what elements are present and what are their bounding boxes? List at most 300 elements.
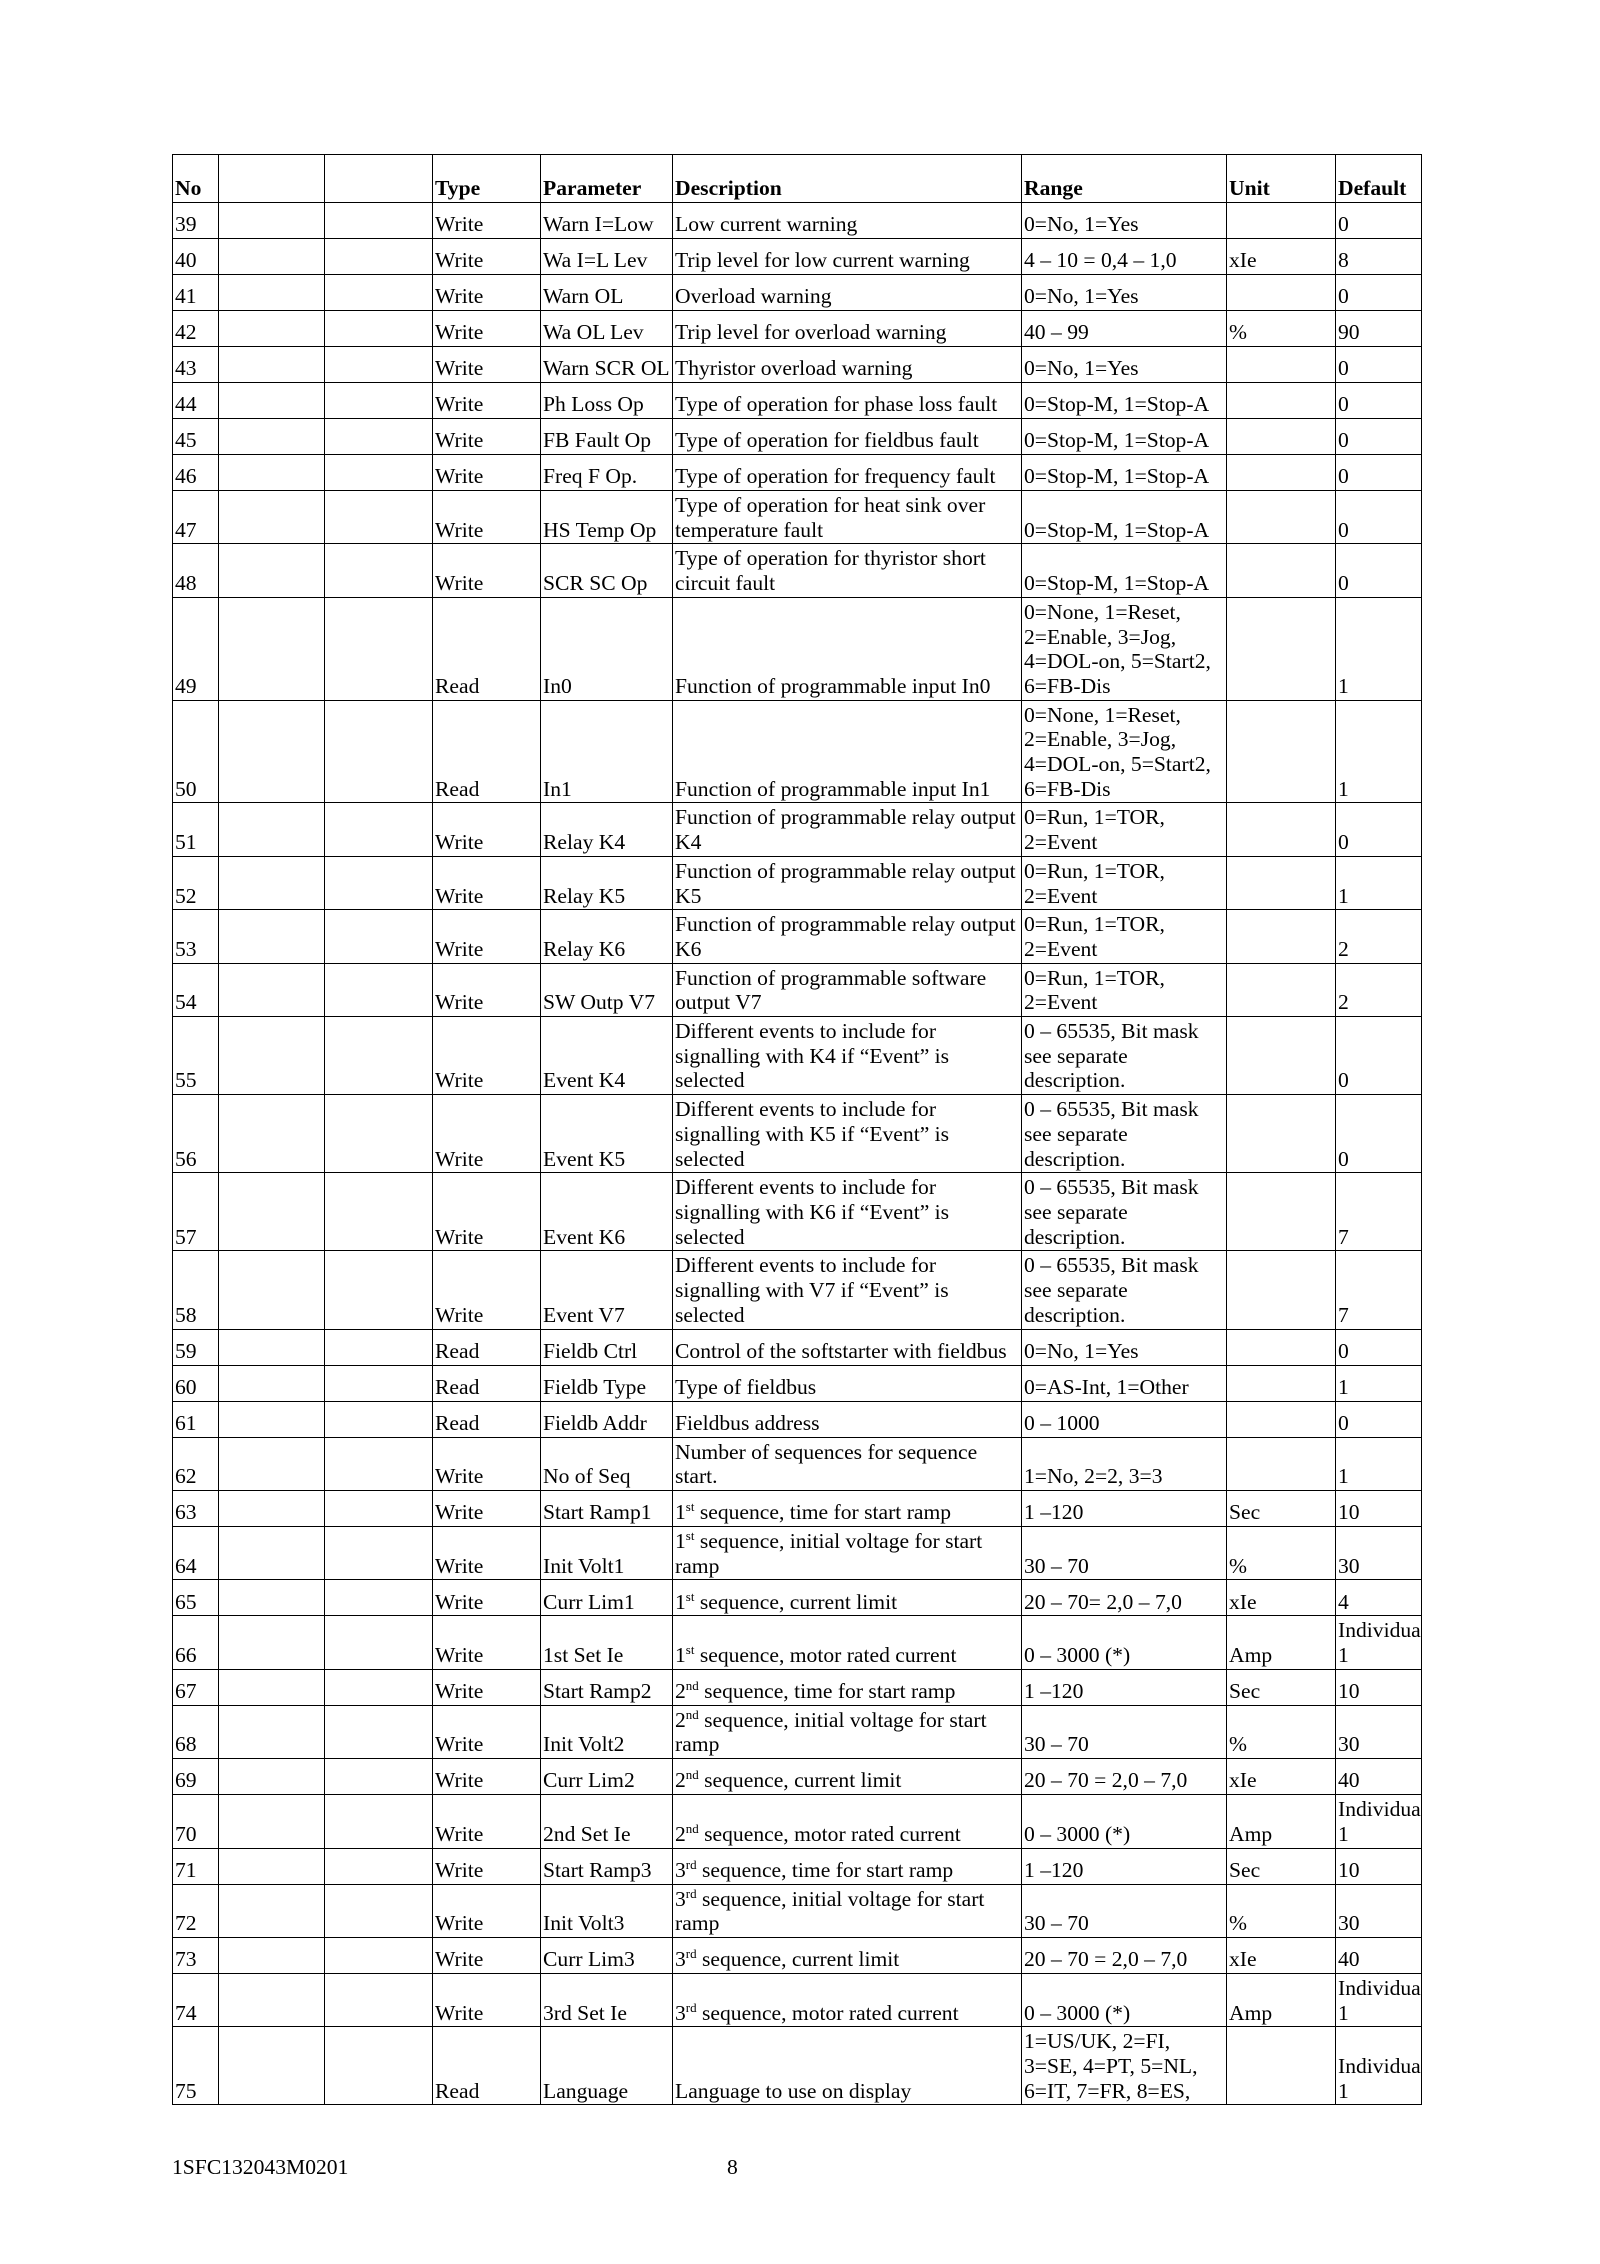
cell-default: 0: [1336, 491, 1422, 544]
cell-description: Different events to include for signalling with V7 if “Event” is selected: [673, 1251, 1022, 1329]
cell-range: 20 – 70 = 2,0 – 7,0: [1022, 1937, 1227, 1973]
table-row: [173, 491, 1422, 544]
cell-no: 61: [173, 1401, 219, 1437]
cell-range: 1=No, 2=2, 3=3: [1022, 1437, 1227, 1490]
cell-parameter: In1: [541, 700, 673, 803]
cell-blank: [325, 856, 433, 909]
description-text: sequence, initial voltage for start ramp: [675, 1707, 987, 1757]
cell-blank: [219, 203, 325, 239]
footer-page-number: 8: [727, 2155, 738, 2179]
cell-type: Write: [433, 1251, 541, 1329]
cell-blank: [325, 1526, 433, 1579]
cell-no: 75: [173, 2027, 219, 2105]
cell-parameter: Event K6: [541, 1173, 673, 1251]
cell-description: Function of programmable input In1: [673, 700, 1022, 803]
cell-unit: [1227, 455, 1336, 491]
cell-blank: [219, 1526, 325, 1579]
cell-no: 55: [173, 1017, 219, 1095]
cell-default: 10: [1336, 1848, 1422, 1884]
cell-blank: [325, 347, 433, 383]
ordinal-suffix: st: [685, 1588, 695, 1604]
cell-parameter: Curr Lim1: [541, 1580, 673, 1616]
cell-description: Trip level for low current warning: [673, 239, 1022, 275]
table-row: [173, 419, 1422, 455]
table-row: [173, 1884, 1422, 1937]
cell-range: 0=Run, 1=TOR, 2=Event: [1022, 803, 1227, 856]
cell-parameter: Start Ramp3: [541, 1848, 673, 1884]
cell-default: 10: [1336, 1669, 1422, 1705]
cell-range: 0 – 65535, Bit mask see separate description.: [1022, 1251, 1227, 1329]
cell-default: Individua 1: [1336, 1616, 1422, 1669]
cell-unit: [1227, 856, 1336, 909]
cell-no: 45: [173, 419, 219, 455]
cell-blank: [219, 1616, 325, 1669]
cell-default: 1: [1336, 597, 1422, 700]
sequence-number: 2: [675, 1821, 686, 1846]
cell-type: Write: [433, 1884, 541, 1937]
cell-parameter: No of Seq: [541, 1437, 673, 1490]
cell-blank: [219, 700, 325, 803]
cell-type: Read: [433, 597, 541, 700]
cell-type: Read: [433, 2027, 541, 2105]
cell-default: 8: [1336, 239, 1422, 275]
cell-no: 47: [173, 491, 219, 544]
cell-default: 1: [1336, 700, 1422, 803]
cell-parameter: Fieldb Ctrl: [541, 1329, 673, 1365]
cell-range: 0=Stop-M, 1=Stop-A: [1022, 383, 1227, 419]
header-default: Default: [1336, 155, 1422, 203]
cell-unit: Sec: [1227, 1490, 1336, 1526]
cell-unit: xIe: [1227, 1759, 1336, 1795]
cell-no: 42: [173, 311, 219, 347]
cell-blank: [325, 1937, 433, 1973]
table-row: [173, 383, 1422, 419]
table-row: [173, 1616, 1422, 1669]
cell-default: 0: [1336, 419, 1422, 455]
sequence-number: 3: [675, 2000, 686, 2025]
sequence-number: 1: [675, 1500, 686, 1525]
cell-range: 0=Run, 1=TOR, 2=Event: [1022, 856, 1227, 909]
cell-no: 39: [173, 203, 219, 239]
cell-blank: [325, 1490, 433, 1526]
description-text: sequence, time for start ramp: [694, 1500, 952, 1525]
cell-type: Write: [433, 1937, 541, 1973]
table-body: [173, 203, 1422, 2105]
cell-description: Function of programmable relay output K4: [673, 803, 1022, 856]
cell-blank: [325, 419, 433, 455]
cell-default: 0: [1336, 1329, 1422, 1365]
cell-blank: [325, 1705, 433, 1758]
cell-unit: [1227, 597, 1336, 700]
cell-blank: [325, 1365, 433, 1401]
cell-default: 0: [1336, 1401, 1422, 1437]
table-row: [173, 1526, 1422, 1579]
table-row: [173, 910, 1422, 963]
cell-description: [673, 1616, 1022, 1669]
cell-unit: [1227, 700, 1336, 803]
cell-default: 0: [1336, 803, 1422, 856]
table-row: [173, 1365, 1422, 1401]
ordinal-suffix: rd: [685, 1857, 697, 1873]
description-text: sequence, time for start ramp: [696, 1857, 954, 1882]
cell-no: 51: [173, 803, 219, 856]
cell-default: 2: [1336, 963, 1422, 1016]
cell-default: 0: [1336, 1017, 1422, 1095]
parameter-table: [172, 154, 1422, 2105]
table-row: [173, 1795, 1422, 1848]
cell-default: 40: [1336, 1937, 1422, 1973]
cell-unit: [1227, 1401, 1336, 1437]
cell-unit: Sec: [1227, 1848, 1336, 1884]
cell-parameter: HS Temp Op: [541, 491, 673, 544]
cell-parameter: Wa OL Lev: [541, 311, 673, 347]
cell-blank: [219, 1795, 325, 1848]
cell-type: Write: [433, 1759, 541, 1795]
cell-unit: [1227, 910, 1336, 963]
cell-no: 44: [173, 383, 219, 419]
cell-unit: Sec: [1227, 1669, 1336, 1705]
cell-blank: [325, 2027, 433, 2105]
ordinal-suffix: rd: [685, 1946, 697, 1962]
cell-type: Write: [433, 856, 541, 909]
cell-blank: [325, 1580, 433, 1616]
cell-default: 2: [1336, 910, 1422, 963]
cell-unit: [1227, 1095, 1336, 1173]
description-text: sequence, motor rated current: [696, 2000, 959, 2025]
table-row: [173, 1848, 1422, 1884]
cell-type: Write: [433, 1669, 541, 1705]
cell-type: Write: [433, 1848, 541, 1884]
ordinal-suffix: st: [685, 1528, 695, 1544]
cell-no: 56: [173, 1095, 219, 1173]
cell-unit: [1227, 1017, 1336, 1095]
cell-range: 30 – 70: [1022, 1705, 1227, 1758]
cell-default: 30: [1336, 1705, 1422, 1758]
cell-description: Trip level for overload warning: [673, 311, 1022, 347]
cell-no: 57: [173, 1173, 219, 1251]
table-row: [173, 1937, 1422, 1973]
table-row: [173, 1251, 1422, 1329]
cell-blank: [325, 1173, 433, 1251]
cell-description: Different events to include for signalling with K6 if “Event” is selected: [673, 1173, 1022, 1251]
cell-parameter: Init Volt1: [541, 1526, 673, 1579]
cell-type: Write: [433, 419, 541, 455]
cell-blank: [219, 1669, 325, 1705]
cell-parameter: Curr Lim3: [541, 1937, 673, 1973]
cell-no: 74: [173, 1973, 219, 2026]
cell-description: [673, 1526, 1022, 1579]
cell-range: 0=Stop-M, 1=Stop-A: [1022, 419, 1227, 455]
sequence-number: 2: [675, 1679, 686, 1704]
cell-blank: [219, 2027, 325, 2105]
cell-description: Type of operation for heat sink over temperature fault: [673, 491, 1022, 544]
table-row: [173, 1017, 1422, 1095]
cell-range: 30 – 70: [1022, 1884, 1227, 1937]
cell-description: [673, 1973, 1022, 2026]
cell-description: Low current warning: [673, 203, 1022, 239]
cell-default: 1: [1336, 1437, 1422, 1490]
cell-description: [673, 1937, 1022, 1973]
cell-range: 0 – 3000 (*): [1022, 1795, 1227, 1848]
header-parameter: Parameter: [541, 155, 673, 203]
cell-blank: [325, 275, 433, 311]
cell-blank: [325, 311, 433, 347]
cell-type: Write: [433, 1437, 541, 1490]
cell-default: 0: [1336, 203, 1422, 239]
cell-blank: [219, 1017, 325, 1095]
cell-range: 1=US/UK, 2=FI, 3=SE, 4=PT, 5=NL, 6=IT, 7=FR, 8=ES,: [1022, 2027, 1227, 2105]
cell-description: Language to use on display: [673, 2027, 1022, 2105]
header-unit: Unit: [1227, 155, 1336, 203]
cell-blank: [325, 1884, 433, 1937]
cell-no: 54: [173, 963, 219, 1016]
cell-default: 0: [1336, 544, 1422, 597]
cell-parameter: Warn OL: [541, 275, 673, 311]
table-row: [173, 1490, 1422, 1526]
cell-unit: %: [1227, 1526, 1336, 1579]
cell-type: Write: [433, 1490, 541, 1526]
cell-range: 0=None, 1=Reset, 2=Enable, 3=Jog, 4=DOL-on, 5=Start2, 6=FB-Dis: [1022, 597, 1227, 700]
description-text: sequence, motor rated current: [694, 1643, 957, 1668]
cell-unit: xIe: [1227, 239, 1336, 275]
table-row: [173, 597, 1422, 700]
cell-parameter: Event V7: [541, 1251, 673, 1329]
cell-parameter: Relay K5: [541, 856, 673, 909]
cell-no: 72: [173, 1884, 219, 1937]
cell-description: [673, 1705, 1022, 1758]
cell-type: Write: [433, 203, 541, 239]
cell-range: 1 –120: [1022, 1490, 1227, 1526]
footer-document-id: 1SFC132043M0201: [172, 2155, 349, 2179]
cell-type: Write: [433, 1017, 541, 1095]
cell-unit: [1227, 1251, 1336, 1329]
table-row: [173, 1669, 1422, 1705]
table-row: [173, 1580, 1422, 1616]
cell-description: Type of operation for fieldbus fault: [673, 419, 1022, 455]
description-text: sequence, time for start ramp: [698, 1679, 956, 1704]
table-row: [173, 455, 1422, 491]
cell-blank: [219, 1173, 325, 1251]
cell-description: Type of operation for frequency fault: [673, 455, 1022, 491]
cell-blank: [219, 1365, 325, 1401]
cell-default: Individua 1: [1336, 1973, 1422, 2026]
cell-description: Type of fieldbus: [673, 1365, 1022, 1401]
cell-no: 60: [173, 1365, 219, 1401]
cell-description: [673, 1669, 1022, 1705]
cell-unit: %: [1227, 1705, 1336, 1758]
cell-blank: [219, 597, 325, 700]
cell-parameter: Event K4: [541, 1017, 673, 1095]
cell-default: Individua 1: [1336, 1795, 1422, 1848]
table-row: [173, 347, 1422, 383]
ordinal-suffix: rd: [685, 1999, 697, 2015]
cell-description: [673, 1490, 1022, 1526]
header-type: Type: [433, 155, 541, 203]
cell-blank: [325, 1973, 433, 2026]
cell-parameter: In0: [541, 597, 673, 700]
cell-default: 0: [1336, 383, 1422, 419]
cell-unit: [1227, 803, 1336, 856]
cell-description: Number of sequences for sequence start.: [673, 1437, 1022, 1490]
cell-range: 0 – 65535, Bit mask see separate description.: [1022, 1095, 1227, 1173]
table-row: [173, 1973, 1422, 2026]
cell-blank: [219, 544, 325, 597]
cell-range: 0=Run, 1=TOR, 2=Event: [1022, 910, 1227, 963]
cell-type: Write: [433, 910, 541, 963]
cell-blank: [325, 1095, 433, 1173]
cell-default: 1: [1336, 1365, 1422, 1401]
cell-blank: [219, 311, 325, 347]
cell-description: Function of programmable relay output K6: [673, 910, 1022, 963]
cell-blank: [219, 419, 325, 455]
cell-parameter: Event K5: [541, 1095, 673, 1173]
cell-blank: [325, 700, 433, 803]
cell-parameter: Relay K4: [541, 803, 673, 856]
cell-type: Write: [433, 1973, 541, 2026]
cell-description: Function of programmable software output V7: [673, 963, 1022, 1016]
cell-description: Different events to include for signalling with K4 if “Event” is selected: [673, 1017, 1022, 1095]
cell-blank: [325, 203, 433, 239]
cell-blank: [325, 544, 433, 597]
cell-type: Write: [433, 1580, 541, 1616]
cell-type: Write: [433, 1705, 541, 1758]
cell-default: 40: [1336, 1759, 1422, 1795]
cell-type: Read: [433, 1365, 541, 1401]
cell-unit: [1227, 1365, 1336, 1401]
cell-type: Read: [433, 1329, 541, 1365]
cell-blank: [219, 1848, 325, 1884]
cell-unit: Amp: [1227, 1795, 1336, 1848]
cell-blank: [219, 803, 325, 856]
cell-range: 20 – 70= 2,0 – 7,0: [1022, 1580, 1227, 1616]
cell-parameter: 3rd Set Ie: [541, 1973, 673, 2026]
table-row: [173, 203, 1422, 239]
cell-blank: [325, 597, 433, 700]
cell-parameter: Relay K6: [541, 910, 673, 963]
cell-range: 0=No, 1=Yes: [1022, 1329, 1227, 1365]
cell-blank: [219, 1973, 325, 2026]
cell-blank: [325, 1329, 433, 1365]
cell-no: 53: [173, 910, 219, 963]
cell-type: Write: [433, 311, 541, 347]
cell-no: 69: [173, 1759, 219, 1795]
cell-no: 67: [173, 1669, 219, 1705]
cell-blank: [219, 1251, 325, 1329]
description-text: sequence, current limit: [698, 1768, 902, 1793]
cell-range: 0=No, 1=Yes: [1022, 347, 1227, 383]
cell-blank: [325, 383, 433, 419]
cell-blank: [219, 1937, 325, 1973]
cell-no: 71: [173, 1848, 219, 1884]
cell-parameter: Init Volt3: [541, 1884, 673, 1937]
cell-no: 66: [173, 1616, 219, 1669]
cell-parameter: 1st Set Ie: [541, 1616, 673, 1669]
ordinal-suffix: nd: [685, 1821, 699, 1837]
cell-blank: [325, 963, 433, 1016]
cell-type: Write: [433, 347, 541, 383]
cell-blank: [219, 963, 325, 1016]
header-no: No: [173, 155, 219, 203]
cell-range: 20 – 70 = 2,0 – 7,0: [1022, 1759, 1227, 1795]
cell-range: 0=No, 1=Yes: [1022, 203, 1227, 239]
cell-parameter: Start Ramp2: [541, 1669, 673, 1705]
cell-no: 43: [173, 347, 219, 383]
cell-description: Function of programmable relay output K5: [673, 856, 1022, 909]
cell-blank: [219, 1705, 325, 1758]
ordinal-suffix: nd: [685, 1767, 699, 1783]
cell-unit: [1227, 419, 1336, 455]
cell-blank: [219, 239, 325, 275]
sequence-number: 1: [675, 1643, 686, 1668]
ordinal-suffix: st: [685, 1499, 695, 1515]
cell-range: 40 – 99: [1022, 311, 1227, 347]
cell-default: 30: [1336, 1884, 1422, 1937]
sequence-number: 1: [675, 1528, 686, 1553]
cell-blank: [219, 856, 325, 909]
cell-description: Control of the softstarter with fieldbus: [673, 1329, 1022, 1365]
cell-type: Write: [433, 1616, 541, 1669]
cell-blank: [219, 1095, 325, 1173]
table-row: [173, 239, 1422, 275]
table-row: [173, 1705, 1422, 1758]
cell-blank: [325, 1616, 433, 1669]
cell-blank: [219, 1401, 325, 1437]
cell-blank: [219, 491, 325, 544]
cell-description: Type of operation for phase loss fault: [673, 383, 1022, 419]
cell-description: [673, 1884, 1022, 1937]
cell-no: 63: [173, 1490, 219, 1526]
cell-no: 58: [173, 1251, 219, 1329]
header-blank: [325, 155, 433, 203]
cell-range: 0=Run, 1=TOR, 2=Event: [1022, 963, 1227, 1016]
cell-unit: %: [1227, 1884, 1336, 1937]
table-row: [173, 275, 1422, 311]
cell-unit: [1227, 544, 1336, 597]
cell-unit: [1227, 491, 1336, 544]
cell-no: 50: [173, 700, 219, 803]
cell-no: 46: [173, 455, 219, 491]
cell-blank: [325, 455, 433, 491]
cell-unit: [1227, 1173, 1336, 1251]
cell-description: Thyristor overload warning: [673, 347, 1022, 383]
cell-unit: %: [1227, 311, 1336, 347]
cell-parameter: SW Outp V7: [541, 963, 673, 1016]
cell-parameter: Warn SCR OL: [541, 347, 673, 383]
cell-unit: xIe: [1227, 1937, 1336, 1973]
cell-range: 0=AS-Int, 1=Other: [1022, 1365, 1227, 1401]
cell-unit: [1227, 963, 1336, 1016]
cell-default: 4: [1336, 1580, 1422, 1616]
cell-no: 68: [173, 1705, 219, 1758]
cell-default: 0: [1336, 275, 1422, 311]
ordinal-suffix: nd: [685, 1706, 699, 1722]
cell-blank: [325, 1848, 433, 1884]
cell-type: Write: [433, 1173, 541, 1251]
cell-description: [673, 1759, 1022, 1795]
cell-parameter: FB Fault Op: [541, 419, 673, 455]
cell-description: [673, 1795, 1022, 1848]
cell-unit: [1227, 1437, 1336, 1490]
cell-default: 1: [1336, 856, 1422, 909]
cell-default: 0: [1336, 455, 1422, 491]
cell-no: 73: [173, 1937, 219, 1973]
header-range: Range: [1022, 155, 1227, 203]
header-blank: [219, 155, 325, 203]
cell-parameter: 2nd Set Ie: [541, 1795, 673, 1848]
cell-blank: [219, 1580, 325, 1616]
cell-range: 0=None, 1=Reset, 2=Enable, 3=Jog, 4=DOL-on, 5=Start2, 6=FB-Dis: [1022, 700, 1227, 803]
description-text: sequence, current limit: [696, 1947, 900, 1972]
